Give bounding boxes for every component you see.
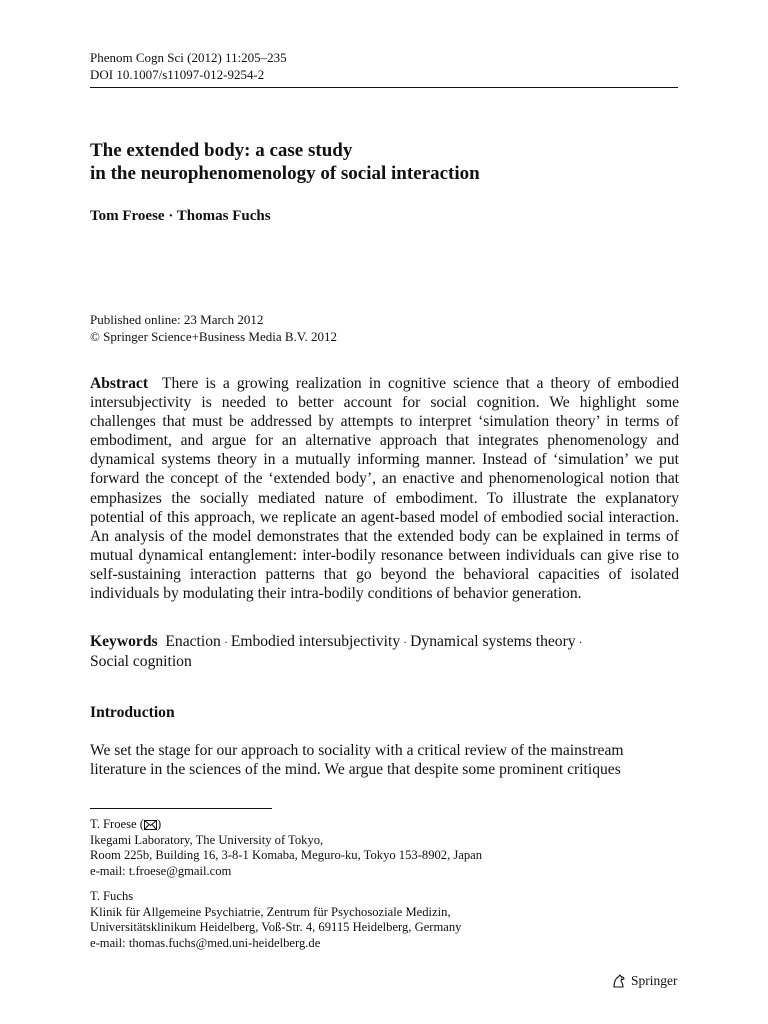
- journal-citation: Phenom Cogn Sci (2012) 11:205–235: [90, 50, 287, 65]
- intro-line: literature in the sciences of the mind. We argue that despite some prominent critiques: [90, 761, 621, 779]
- envelope-icon: [144, 820, 157, 830]
- journal-header: [90, 49, 287, 83]
- keyword: Social cognition: [90, 653, 192, 671]
- intro-line: We set the stage for our approach to sociality with a critical review of the mainstream: [90, 742, 624, 759]
- keyword: Dynamical systems theory: [410, 633, 576, 650]
- title-line-2: in the neurophenomenology of social interaction: [90, 163, 480, 184]
- keyword: Embodied intersubjectivity: [230, 633, 401, 650]
- authors: Tom Froese · Thomas Fuchs: [90, 208, 271, 224]
- keyword: Enaction: [165, 633, 221, 650]
- affiliation-author: T. Froese ( ): [90, 817, 162, 831]
- article-title: [90, 139, 690, 185]
- affiliation-froese: [90, 817, 482, 879]
- publication-info: [90, 311, 337, 345]
- copyright-text: Springer Science+Business Media B.V. 2012: [103, 329, 337, 344]
- affiliation-email: e-mail: thomas.fuchs@med.uni-heidelberg.de: [90, 935, 321, 950]
- keyword-separator: ·: [220, 635, 231, 649]
- affiliation-line: Room 225b, Building 16, 3-8-1 Komaba, Meguro-ku, Tokyo 153-8902, Japan: [90, 848, 483, 863]
- affiliation-email: e-mail: t.froese@gmail.com: [90, 863, 232, 878]
- abstract: [90, 374, 679, 603]
- affiliation-line: Universitätsklinikum Heidelberg, Voß-Str. 4, 69115 Heidelberg, Germany: [90, 920, 462, 935]
- affiliation-author-name: T. Froese: [90, 817, 137, 831]
- affiliation-author-name: T. Fuchs: [90, 889, 134, 903]
- affiliation-line: Klinik für Allgemeine Psychiatrie, Zentrum für Psychosoziale Medizin,: [90, 904, 451, 919]
- introduction-text: [90, 741, 679, 780]
- affiliation-line: Ikegami Laboratory, The University of Tokyo,: [90, 832, 324, 847]
- publisher-name: Springer: [631, 973, 678, 988]
- springer-horse-icon: [611, 973, 627, 989]
- publisher-logo: [611, 973, 678, 989]
- keyword-separator: ·: [575, 635, 583, 649]
- abstract-label: Abstract: [90, 375, 149, 392]
- affiliation-fuchs: [90, 889, 461, 951]
- keywords: [90, 632, 679, 671]
- abstract-text: There is a growing realization in cognitive science that a theory of embodied intersubjectivity is needed to better account for social cognition. We highlight some challenges that must be addressed by attempts to interpret ‘simulation theory’ in terms of embodiment, and argue for an alternative approach that integrates phenomenology and dynamical systems theory in a mutually informing manner. Instead of ‘simulation’ we put forward the concept of the ‘extended body’, an enactive and phenomenological notion that emphasizes the socially mediated nature of embodiment. To illustrate the explanatory potential of this approach, we replicate an agent-based model of embodied social interaction. An analysis of the model demonstrates that the extended body can be explained in terms of mutual dynamical entanglement: inter-bodily resonance between individuals can give rise to self-sustaining interaction patterns that go beyond the behavioral capacities of isolated individuals by modulating their intra-bodily conditions of behavior generation.: [90, 375, 680, 603]
- published-date: Published online: 23 March 2012: [90, 312, 264, 327]
- keywords-label: Keywords: [90, 633, 158, 650]
- doi: DOI 10.1007/s11097-012-9254-2: [90, 67, 265, 82]
- copyright-line: [90, 328, 337, 345]
- title-line-1: The extended body: a case study: [90, 140, 353, 161]
- section-heading: Introduction: [90, 704, 175, 721]
- header-rule: [90, 87, 678, 88]
- keyword-separator: ·: [400, 635, 411, 649]
- footnote-rule: [90, 808, 272, 809]
- copyright-icon: ©: [90, 329, 100, 344]
